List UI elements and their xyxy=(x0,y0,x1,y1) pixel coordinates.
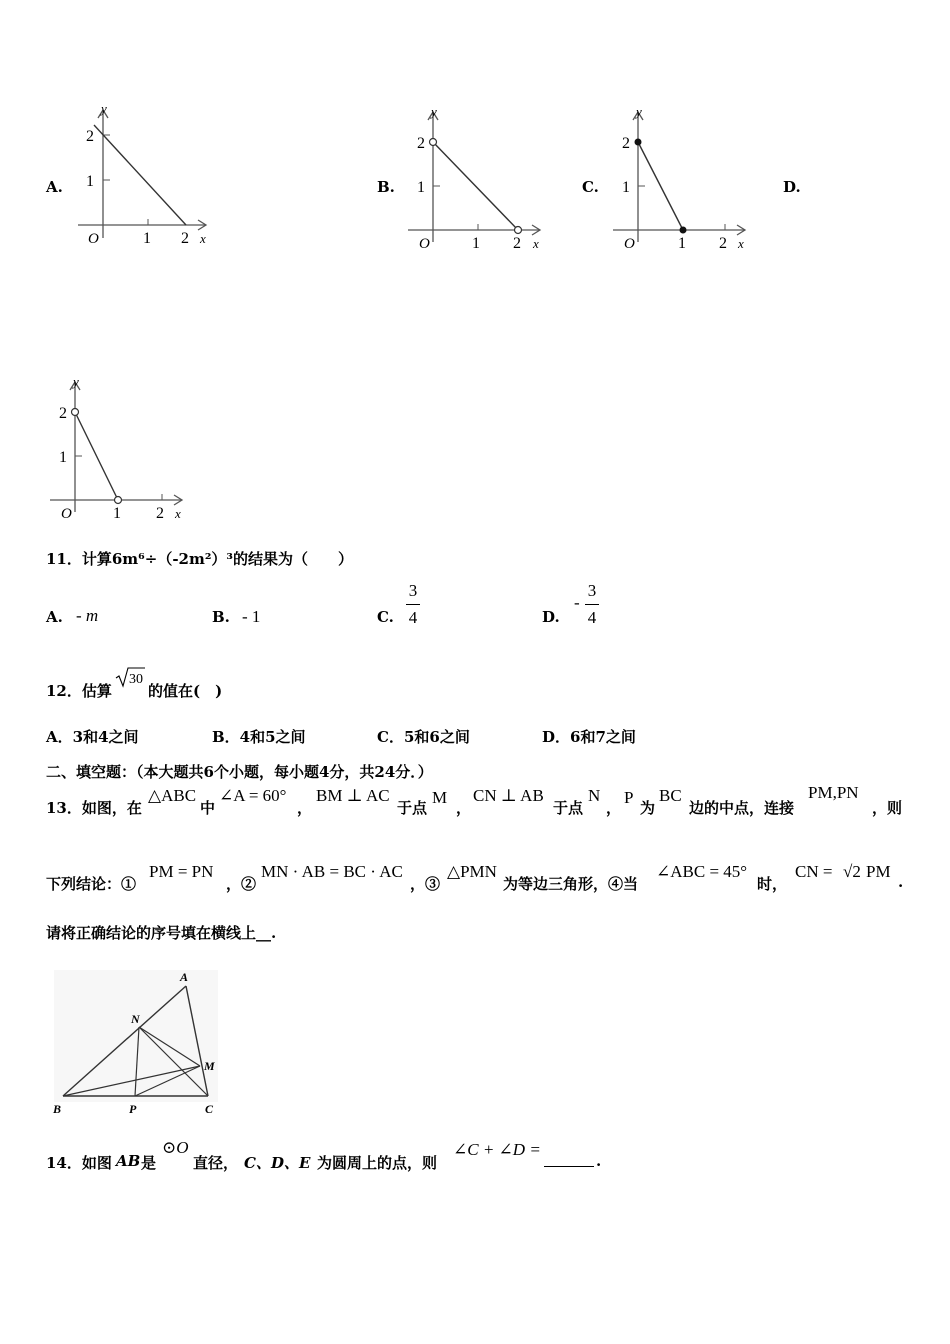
q11-option-d-label: D. xyxy=(542,608,560,626)
graph-c xyxy=(605,102,755,262)
graph-b xyxy=(400,102,550,262)
label-m: M xyxy=(204,1059,215,1073)
q12-option-a: A．3和4之间 xyxy=(46,728,139,746)
origin-label: O xyxy=(419,236,430,252)
open-point-y2 xyxy=(72,409,79,416)
q11-option-c-label: C. xyxy=(377,608,394,626)
closed-point-y2 xyxy=(635,139,642,146)
option-c-label: C. xyxy=(582,178,599,196)
denominator: 4 xyxy=(587,608,597,627)
x-label: x xyxy=(738,236,744,251)
x1-label: 1 xyxy=(678,235,686,252)
q13-text-3: ， xyxy=(297,799,313,817)
q13-math-bc: BC xyxy=(659,786,682,805)
q13-line2-text-5: 时， xyxy=(757,875,788,893)
q12-option-b: B．4和5之间 xyxy=(212,728,306,746)
q14-angle-sum: ∠C + ∠D = xyxy=(453,1140,541,1159)
q11-option-b-label: B. xyxy=(212,608,230,626)
y1-label: 1 xyxy=(622,179,630,196)
x2-label: 2 xyxy=(156,505,164,522)
label-p: P xyxy=(129,1102,137,1116)
y1-label: 1 xyxy=(417,179,425,196)
numerator: 3 xyxy=(587,581,597,600)
q11-stem: 11．计算6m⁶÷（-2m²）³的结果为（ ） xyxy=(46,550,353,568)
q13-math-triangle-abc: △ABC xyxy=(148,786,197,805)
q14-text-3: 直径， xyxy=(193,1154,239,1172)
x1-label: 1 xyxy=(143,230,151,247)
q14-text-2: 是 xyxy=(141,1154,157,1172)
y2-label: 2 xyxy=(622,135,630,152)
q13-math-mn-ab: MN · AB = BC · AC xyxy=(261,862,403,881)
q13-text-7: ， xyxy=(606,799,622,817)
origin-label: O xyxy=(61,506,72,522)
q13-math-m: M xyxy=(432,788,448,807)
fraction-bar xyxy=(406,604,420,605)
q13-text-2: 中 xyxy=(200,799,216,817)
fraction-bar xyxy=(585,604,599,605)
q13-text-4: 于点 xyxy=(397,799,428,817)
q11-option-d-fraction xyxy=(585,581,599,628)
q13-text-8: 为 xyxy=(640,799,656,817)
q13-math-sqrt2: √2 xyxy=(843,862,861,881)
open-point-y2 xyxy=(430,139,437,146)
label-a: A xyxy=(180,970,189,984)
origin-label: O xyxy=(88,231,99,247)
q13-math-n: N xyxy=(588,786,601,805)
q13-line2-text-1: 下列结论：① xyxy=(46,875,137,893)
q14-answer-blank[interactable] xyxy=(544,1150,594,1167)
q12-option-c: C．5和6之间 xyxy=(377,728,470,746)
q13-math-cn-perp-ab: CN ⊥ AB xyxy=(473,786,544,805)
label-c: C xyxy=(205,1102,214,1116)
y1-label: 1 xyxy=(59,449,67,466)
x1-label: 1 xyxy=(472,235,480,252)
line-segment xyxy=(94,125,186,225)
q13-instruction: 请将正确结论的序号填在横线上__. xyxy=(46,924,277,942)
numerator: 3 xyxy=(408,581,418,600)
x2-label: 2 xyxy=(181,230,189,247)
option-d-label: D. xyxy=(783,178,801,196)
q14-text-1: 14．如图 xyxy=(46,1154,112,1172)
q11-option-b-value: - 1 xyxy=(242,607,261,626)
label-n: N xyxy=(131,1012,140,1026)
q11-option-d-sign: - xyxy=(574,593,580,612)
q12-radical xyxy=(114,666,146,688)
q13-text-1: 13．如图，在 xyxy=(46,799,142,817)
q13-triangle-figure xyxy=(46,966,226,1118)
q14-period: . xyxy=(596,1152,602,1170)
option-a-label: A. xyxy=(46,178,63,196)
x2-label: 2 xyxy=(719,235,727,252)
y1-label: 1 xyxy=(86,173,94,190)
q13-math-pm: PM xyxy=(866,862,891,881)
option-b-label: B. xyxy=(377,178,395,196)
q13-math-angle-a: ∠A = 60° xyxy=(219,786,287,805)
x-label: x xyxy=(533,236,539,251)
q12-suffix: 的值在( ) xyxy=(148,682,223,700)
q11-option-c-fraction xyxy=(406,581,420,628)
y-label: y xyxy=(431,104,437,119)
section-2-heading: 二、填空题：（本大题共6个小题，每小题4分，共24分．） xyxy=(46,763,433,781)
x-label: x xyxy=(200,231,206,246)
y2-label: 2 xyxy=(59,405,67,422)
q13-math-cn-eq: CN = xyxy=(795,862,833,881)
q13-line2-period: . xyxy=(898,873,904,891)
y-label: y xyxy=(636,104,642,119)
line-segment xyxy=(433,142,518,230)
q12-option-d: D．6和7之间 xyxy=(542,728,636,746)
y2-label: 2 xyxy=(417,135,425,152)
denominator: 4 xyxy=(408,608,418,627)
q13-math-pm-pn: PM,PN xyxy=(808,783,859,802)
q11-option-a-value: - m xyxy=(76,606,99,625)
q13-math-triangle-pmn: △PMN xyxy=(447,862,497,881)
q13-math-pm-eq-pn: PM = PN xyxy=(149,862,214,881)
q14-text-4: 为圆周上的点，则 xyxy=(317,1154,438,1172)
q13-math-angle-abc: ∠ABC = 45° xyxy=(656,862,748,881)
label-b: B xyxy=(53,1102,62,1116)
q13-text-6: 于点 xyxy=(553,799,584,817)
q13-line2-text-2: ，② xyxy=(226,875,257,893)
q13-line2-text-3: ，③ xyxy=(410,875,441,893)
graph-a xyxy=(68,98,218,258)
q14-ab: AB xyxy=(116,1152,141,1170)
y-label: y xyxy=(73,374,79,389)
open-point-x1 xyxy=(115,497,122,504)
q14-circle-o: ⊙O xyxy=(162,1138,189,1157)
q14-cde: C、D、E xyxy=(244,1154,311,1172)
q13-text-10: ，则 xyxy=(872,799,903,817)
open-point-x2 xyxy=(515,227,522,234)
x1-label: 1 xyxy=(113,505,121,522)
q13-text-9: 边的中点，连接 xyxy=(689,799,795,817)
y2-label: 2 xyxy=(86,128,94,145)
x2-label: 2 xyxy=(513,235,521,252)
graph-d xyxy=(42,372,192,532)
q11-option-a-label: A. xyxy=(46,608,63,626)
closed-point-x1 xyxy=(680,227,687,234)
q12-prefix: 12．估算 xyxy=(46,682,112,700)
radicand: 30 xyxy=(129,672,143,687)
q13-line2-text-4: 为等边三角形，④当 xyxy=(503,875,639,893)
origin-label: O xyxy=(624,236,635,252)
x-label: x xyxy=(175,506,181,521)
y-label: y xyxy=(101,101,107,116)
q13-math-bm-perp-ac: BM ⊥ AC xyxy=(316,786,390,805)
q13-math-p: P xyxy=(624,788,634,807)
q13-text-5: ， xyxy=(456,799,472,817)
